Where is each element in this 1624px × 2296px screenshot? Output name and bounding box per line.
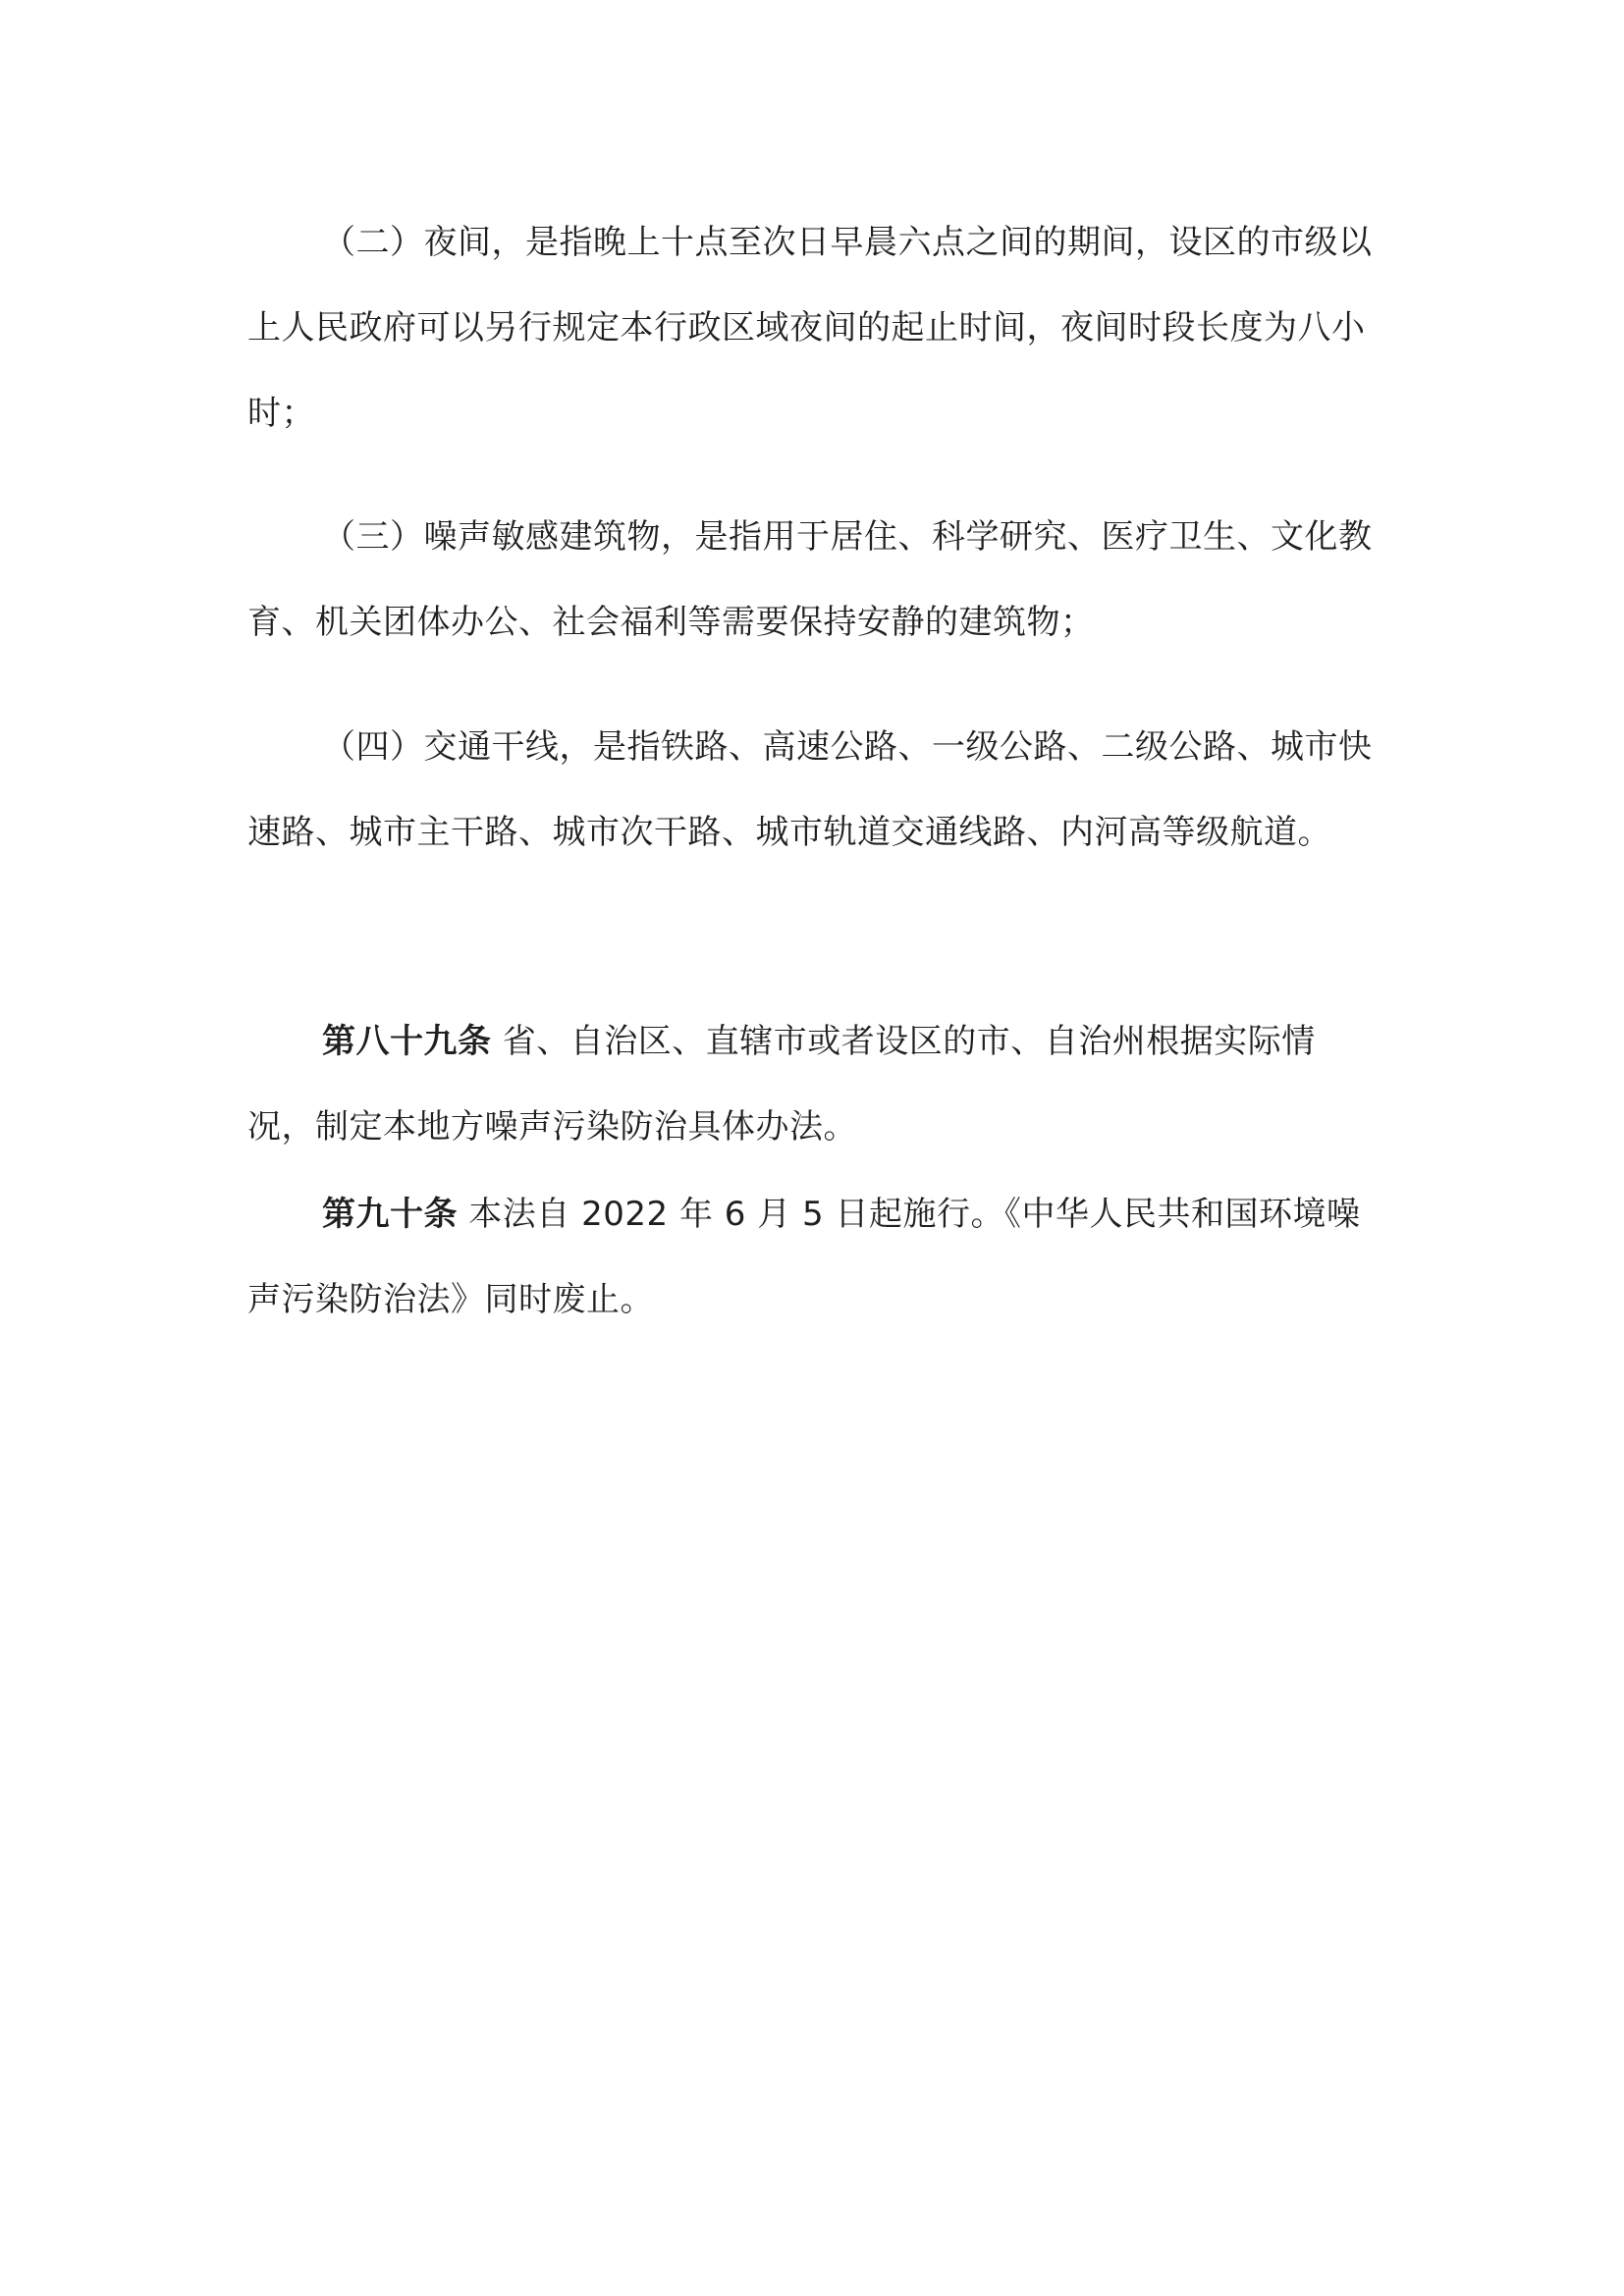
- article-90-title: 第九十条: [322, 1195, 458, 1234]
- article-89-body: 省、自治区、直辖市或者设区的市、自治州根据实际情况，制定本地方噪声污染防治具体办法。: [247, 1022, 1316, 1147]
- article-90-body: 本法自 2022 年 6 月 5 日起施行。《中华人民共和国环境噪声污染防治法》同时废止。: [247, 1195, 1361, 1319]
- paragraph-night-definition: （二）夜间，是指晚上十点至次日早晨六点之间的期间，设区的市级以上人民政府可以另行规定本行政区域夜间的起止时间，夜间时段长度为八小时；: [247, 223, 1373, 433]
- article-89: [247, 999, 1381, 1170]
- article-89-title: 第八十九条: [322, 1022, 492, 1061]
- paragraph-traffic-trunk-lines: （四）交通干线，是指铁路、高速公路、一级公路、二级公路、城市快速路、城市主干路、城市次干路、城市轨道交通线路、内河高等级航道。: [247, 727, 1373, 852]
- article-90: [247, 1172, 1381, 1343]
- paragraph-noise-sensitive-buildings: （三）噪声敏感建筑物，是指用于居住、科学研究、医疗卫生、文化教育、机关团体办公、社会福利等需要保持安静的建筑物；: [247, 517, 1373, 642]
